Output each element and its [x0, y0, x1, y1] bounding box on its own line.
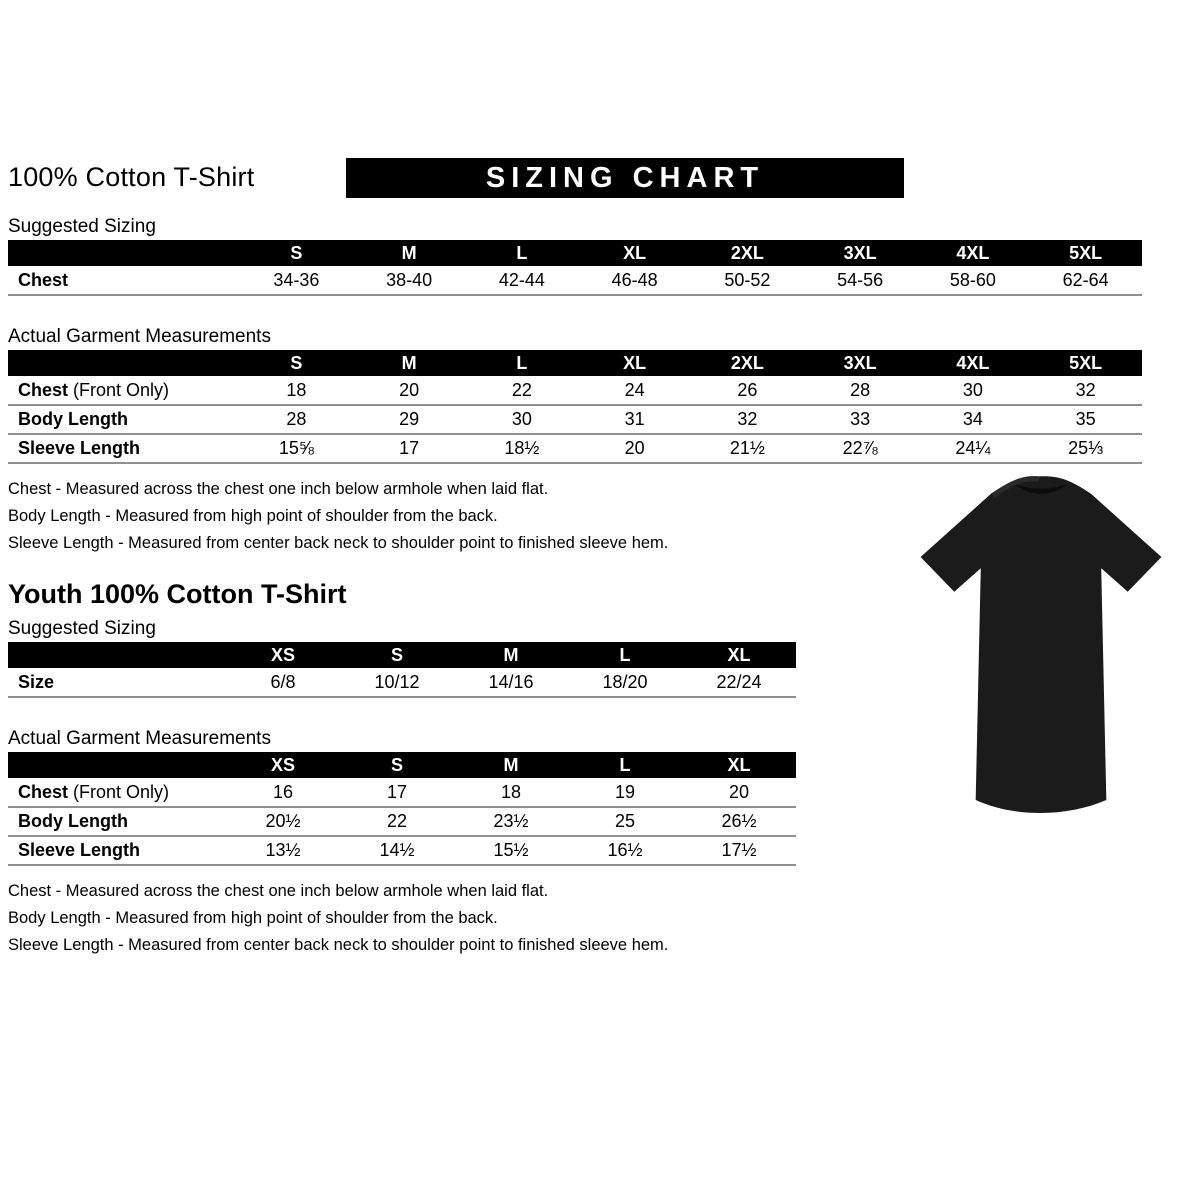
cell-value: 33 — [804, 405, 917, 434]
table-row — [8, 668, 796, 697]
cell-value: 58-60 — [917, 266, 1030, 295]
cell-value: 26½ — [682, 807, 796, 836]
tshirt-icon — [893, 468, 1189, 838]
column-header: L — [568, 642, 682, 668]
column-header: 4XL — [917, 240, 1030, 266]
note-line: Sleeve Length - Measured from center back neck to shoulder point to finished sleeve hem. — [8, 936, 669, 954]
cell-value: 30 — [917, 376, 1030, 405]
column-header: 4XL — [917, 350, 1030, 376]
cell-value: 34 — [917, 405, 1030, 434]
cell-value: 38-40 — [353, 266, 466, 295]
cell-value: 25 — [568, 807, 682, 836]
tshirt-product-image — [893, 468, 1189, 838]
table-row — [8, 405, 1142, 434]
cell-value: 18 — [454, 778, 568, 807]
page-title: 100% Cotton T-Shirt — [8, 162, 255, 192]
column-header: 5XL — [1029, 350, 1142, 376]
cell-value: 28 — [240, 405, 353, 434]
note-line: Sleeve Length - Measured from center back neck to shoulder point to finished sleeve hem. — [8, 534, 669, 552]
cell-value: 22/24 — [682, 668, 796, 697]
adult-suggested-sizing-table — [8, 240, 1142, 296]
youth-actual-measurements-label: Actual Garment Measurements — [8, 728, 271, 749]
cell-value: 17 — [340, 778, 454, 807]
header-spacer — [8, 350, 240, 376]
cell-value: 22 — [466, 376, 579, 405]
table-row — [8, 376, 1142, 405]
header-row — [8, 350, 1142, 376]
column-header: XL — [578, 240, 691, 266]
cell-value: 28 — [804, 376, 917, 405]
adult-suggested-sizing-label: Suggested Sizing — [8, 216, 156, 237]
cell-value: 35 — [1029, 405, 1142, 434]
cell-value: 50-52 — [691, 266, 804, 295]
column-header: L — [466, 240, 579, 266]
youth-suggested-sizing-label: Suggested Sizing — [8, 618, 156, 639]
cell-value: 18½ — [466, 434, 579, 463]
cell-value: 54-56 — [804, 266, 917, 295]
cell-value: 42-44 — [466, 266, 579, 295]
table-row — [8, 836, 796, 865]
column-header: S — [240, 240, 353, 266]
cell-value: 16½ — [568, 836, 682, 865]
cell-value: 26 — [691, 376, 804, 405]
adult-actual-measurements-label: Actual Garment Measurements — [8, 326, 271, 347]
note-line: Body Length - Measured from high point of shoulder from the back. — [8, 507, 498, 525]
column-header: S — [340, 642, 454, 668]
cell-value: 30 — [466, 405, 579, 434]
header-row — [8, 642, 796, 668]
cell-value: 6/8 — [226, 668, 340, 697]
spacer — [8, 300, 1148, 318]
adult-actual-measurements-table — [8, 350, 1142, 464]
column-header: XL — [682, 752, 796, 778]
header-row — [8, 162, 1148, 208]
cell-value: 15⅝ — [240, 434, 353, 463]
column-header: L — [568, 752, 682, 778]
column-header: M — [353, 240, 466, 266]
header-spacer — [8, 752, 226, 778]
sizing-chart-banner — [346, 158, 904, 198]
cell-value: 23½ — [454, 807, 568, 836]
cell-value: 32 — [1029, 376, 1142, 405]
youth-suggested-sizing-table — [8, 642, 796, 698]
cell-value: 14½ — [340, 836, 454, 865]
cell-value: 62-64 — [1029, 266, 1142, 295]
note-line: Body Length - Measured from high point of shoulder from the back. — [8, 909, 498, 927]
youth-section-title: Youth 100% Cotton T-Shirt — [8, 579, 347, 609]
cell-value: 18 — [240, 376, 353, 405]
cell-value: 24¼ — [917, 434, 1030, 463]
table-row — [8, 778, 796, 807]
column-header: L — [466, 350, 579, 376]
header-spacer — [8, 642, 226, 668]
cell-value: 17½ — [682, 836, 796, 865]
column-header: 3XL — [804, 350, 917, 376]
cell-value: 22⅞ — [804, 434, 917, 463]
row-label: Chest (Front Only) — [8, 376, 240, 405]
row-label: Body Length — [8, 807, 226, 836]
row-label: Size — [8, 668, 226, 697]
row-label: Sleeve Length — [8, 434, 240, 463]
row-label: Chest (Front Only) — [8, 778, 226, 807]
column-header: 2XL — [691, 240, 804, 266]
table-row — [8, 434, 1142, 463]
cell-value: 19 — [568, 778, 682, 807]
column-header: M — [454, 642, 568, 668]
youth-measurement-notes — [8, 878, 1148, 959]
column-header: 5XL — [1029, 240, 1142, 266]
cell-value: 24 — [578, 376, 691, 405]
column-header: S — [340, 752, 454, 778]
column-header: XL — [682, 642, 796, 668]
note-line: Chest - Measured across the chest one inch below armhole when laid flat. — [8, 882, 549, 900]
header-row — [8, 752, 796, 778]
cell-value: 10/12 — [340, 668, 454, 697]
column-header: M — [353, 350, 466, 376]
column-header: XL — [578, 350, 691, 376]
cell-value: 14/16 — [454, 668, 568, 697]
column-header: S — [240, 350, 353, 376]
column-header: XS — [226, 752, 340, 778]
cell-value: 15½ — [454, 836, 568, 865]
cell-value: 25⅓ — [1029, 434, 1142, 463]
column-header: 2XL — [691, 350, 804, 376]
note-line: Chest - Measured across the chest one inch below armhole when laid flat. — [8, 480, 549, 498]
column-header: XS — [226, 642, 340, 668]
table-row — [8, 807, 796, 836]
cell-value: 20 — [353, 376, 466, 405]
cell-value: 22 — [340, 807, 454, 836]
column-header: M — [454, 752, 568, 778]
header-row — [8, 240, 1142, 266]
column-header: 3XL — [804, 240, 917, 266]
cell-value: 34-36 — [240, 266, 353, 295]
cell-value: 18/20 — [568, 668, 682, 697]
row-label: Body Length — [8, 405, 240, 434]
cell-value: 20 — [578, 434, 691, 463]
cell-value: 29 — [353, 405, 466, 434]
cell-value: 16 — [226, 778, 340, 807]
row-label: Chest — [8, 266, 240, 295]
cell-value: 20½ — [226, 807, 340, 836]
cell-value: 20 — [682, 778, 796, 807]
cell-value: 46-48 — [578, 266, 691, 295]
cell-value: 32 — [691, 405, 804, 434]
cell-value: 17 — [353, 434, 466, 463]
table-row — [8, 266, 1142, 295]
header-spacer — [8, 240, 240, 266]
row-label: Sleeve Length — [8, 836, 226, 865]
cell-value: 13½ — [226, 836, 340, 865]
cell-value: 21½ — [691, 434, 804, 463]
sizing-chart-banner-label: SIZING CHART — [485, 161, 765, 194]
cell-value: 31 — [578, 405, 691, 434]
youth-actual-measurements-table — [8, 752, 796, 866]
